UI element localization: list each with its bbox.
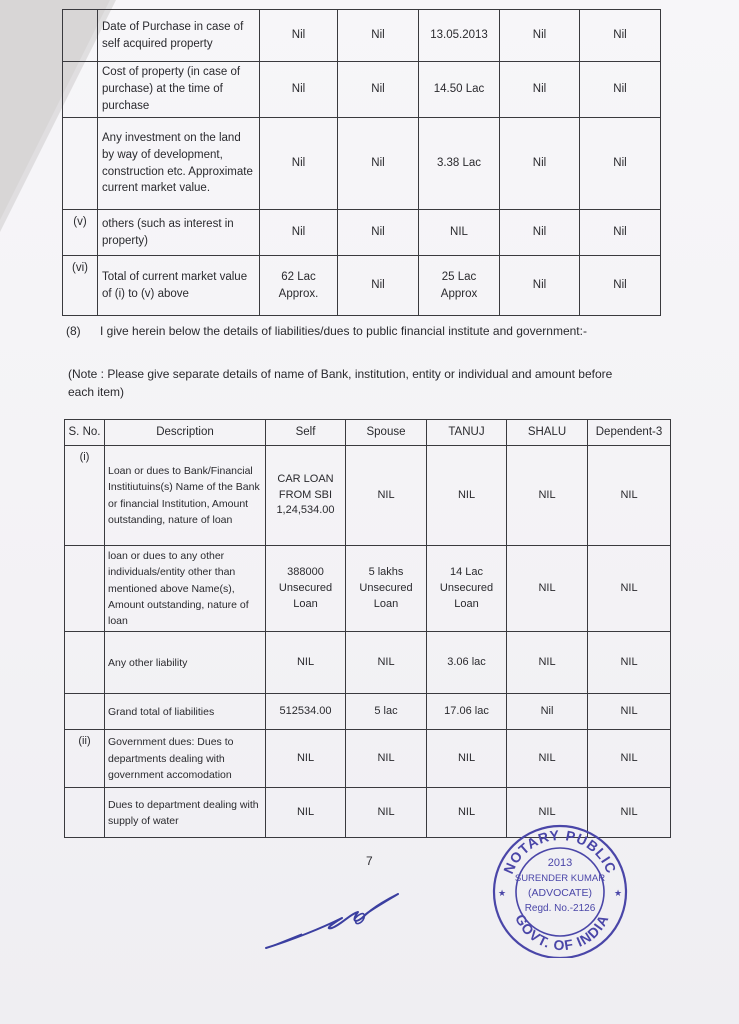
value-cell: NIL xyxy=(346,788,427,838)
value-cell: NIL xyxy=(507,788,588,838)
value-cell: NIL xyxy=(507,730,588,788)
row-number xyxy=(65,632,105,694)
value-cell: CAR LOAN FROM SBI 1,24,534.00 xyxy=(266,446,346,546)
column-header: Spouse xyxy=(346,420,427,446)
row-label: Cost of property (in case of purchase) at the time of purchase xyxy=(98,62,260,118)
value-cell: Nil xyxy=(260,118,338,210)
value-cell: NIL xyxy=(427,446,507,546)
value-cell: 62 Lac Approx. xyxy=(260,256,338,316)
value-cell: Nil xyxy=(500,210,580,256)
section-number: (8) xyxy=(66,324,81,338)
section-8-paragraph xyxy=(66,322,606,340)
row-description: loan or dues to any other individuals/entity other than mentioned above Name(s), Amount outstanding, nature of loan xyxy=(105,546,266,632)
table-row xyxy=(63,118,661,210)
row-number: (i) xyxy=(65,446,105,546)
note-text: (Note : Please give separate details of name of Bank, institution, entity or individual and amount before each item) xyxy=(68,367,613,399)
row-label: others (such as interest in property) xyxy=(98,210,260,256)
table-row xyxy=(63,62,661,118)
value-cell: 5 lac xyxy=(346,694,427,730)
value-cell: NIL xyxy=(346,446,427,546)
value-cell: NIL xyxy=(588,788,671,838)
stamp-regd: Regd. No.-2126 xyxy=(524,903,596,914)
row-description: Government dues: Dues to departments dealing with government accomodation xyxy=(105,730,266,788)
stamp-star-icon: ★ xyxy=(614,888,623,898)
column-header: S. No. xyxy=(65,420,105,446)
value-cell: NIL xyxy=(266,788,346,838)
row-number xyxy=(65,788,105,838)
column-header: Self xyxy=(266,420,346,446)
stamp-name: SURENDER KUMAR xyxy=(514,873,606,884)
value-cell: Nil xyxy=(580,62,661,118)
column-header: TANUJ xyxy=(427,420,507,446)
value-cell: 3.06 lac xyxy=(427,632,507,694)
signature xyxy=(262,884,412,956)
value-cell: NIL xyxy=(507,446,588,546)
stamp-bottom-text: GOVT. OF INDIA xyxy=(512,911,612,954)
value-cell: NIL xyxy=(507,546,588,632)
value-cell: Nil xyxy=(338,10,419,62)
row-label: Total of current market value of (i) to (v) above xyxy=(98,256,260,316)
column-header: Dependent-3 xyxy=(588,420,671,446)
value-cell: Nil xyxy=(580,10,661,62)
value-cell: Nil xyxy=(500,256,580,316)
stamp-year: 2013 xyxy=(547,857,573,869)
value-cell: 3.38 Lac xyxy=(419,118,500,210)
row-number: (ii) xyxy=(65,730,105,788)
value-cell: Nil xyxy=(580,256,661,316)
value-cell: NIL xyxy=(427,788,507,838)
value-cell: 13.05.2013 xyxy=(419,10,500,62)
column-header: Description xyxy=(105,420,266,446)
value-cell: Nil xyxy=(338,62,419,118)
table-row xyxy=(65,730,671,788)
table-row xyxy=(65,446,671,546)
row-number xyxy=(65,546,105,632)
row-description: Dues to department dealing with supply of water xyxy=(105,788,266,838)
row-number xyxy=(63,10,98,62)
value-cell: 388000 Unsecured Loan xyxy=(266,546,346,632)
row-number xyxy=(63,62,98,118)
value-cell: NIL xyxy=(588,730,671,788)
value-cell: NIL xyxy=(588,546,671,632)
stamp-role: (ADVOCATE) xyxy=(528,887,592,899)
stamp-star-icon: ★ xyxy=(498,888,507,898)
value-cell: Nil xyxy=(580,210,661,256)
row-number xyxy=(63,118,98,210)
table-row xyxy=(63,10,661,62)
value-cell: Nil xyxy=(500,10,580,62)
value-cell: Nil xyxy=(338,118,419,210)
row-label: Any investment on the land by way of development, construction etc. Approximate current market value. xyxy=(98,118,260,210)
assets-table xyxy=(62,9,661,316)
value-cell: NIL xyxy=(266,730,346,788)
row-label: Date of Purchase in case of self acquired property xyxy=(98,10,260,62)
header-row xyxy=(65,420,671,446)
value-cell: 14.50 Lac xyxy=(419,62,500,118)
value-cell: NIL xyxy=(588,446,671,546)
liabilities-table xyxy=(64,419,671,838)
value-cell: 17.06 lac xyxy=(427,694,507,730)
value-cell: Nil xyxy=(260,62,338,118)
value-cell: NIL xyxy=(346,730,427,788)
row-description: Any other liability xyxy=(105,632,266,694)
section-text: I give herein below the details of liabilities/dues to public financial institute and government:- xyxy=(100,324,587,338)
row-number: (v) xyxy=(63,210,98,256)
row-description: Loan or dues to Bank/Financial Institiutuins(s) Name of the Bank or financial Institution, Amount outstanding, nature of loan xyxy=(105,446,266,546)
table-row xyxy=(65,632,671,694)
value-cell: NIL xyxy=(266,632,346,694)
value-cell: 25 Lac Approx xyxy=(419,256,500,316)
value-cell: Nil xyxy=(500,62,580,118)
value-cell: Nil xyxy=(338,210,419,256)
value-cell: NIL xyxy=(588,632,671,694)
row-number xyxy=(65,694,105,730)
value-cell: 5 lakhs Unsecured Loan xyxy=(346,546,427,632)
value-cell: Nil xyxy=(260,210,338,256)
notary-stamp xyxy=(488,818,638,958)
row-description: Grand total of liabilities xyxy=(105,694,266,730)
value-cell: NIL xyxy=(427,730,507,788)
value-cell: 512534.00 xyxy=(266,694,346,730)
value-cell: NIL xyxy=(507,632,588,694)
table-row xyxy=(63,210,661,256)
table-row xyxy=(65,546,671,632)
value-cell: Nil xyxy=(580,118,661,210)
value-cell: NIL xyxy=(588,694,671,730)
stamp-top-text: NOTARY PUBLIC xyxy=(500,826,620,877)
table-row xyxy=(63,256,661,316)
table-row xyxy=(65,694,671,730)
value-cell: NIL xyxy=(346,632,427,694)
value-cell: Nil xyxy=(507,694,588,730)
column-header: SHALU xyxy=(507,420,588,446)
value-cell: 14 Lac Unsecured Loan xyxy=(427,546,507,632)
value-cell: NIL xyxy=(419,210,500,256)
value-cell: Nil xyxy=(260,10,338,62)
page-number: 7 xyxy=(366,854,373,868)
row-number: (vi) xyxy=(63,256,98,316)
value-cell: Nil xyxy=(500,118,580,210)
value-cell: Nil xyxy=(338,256,419,316)
